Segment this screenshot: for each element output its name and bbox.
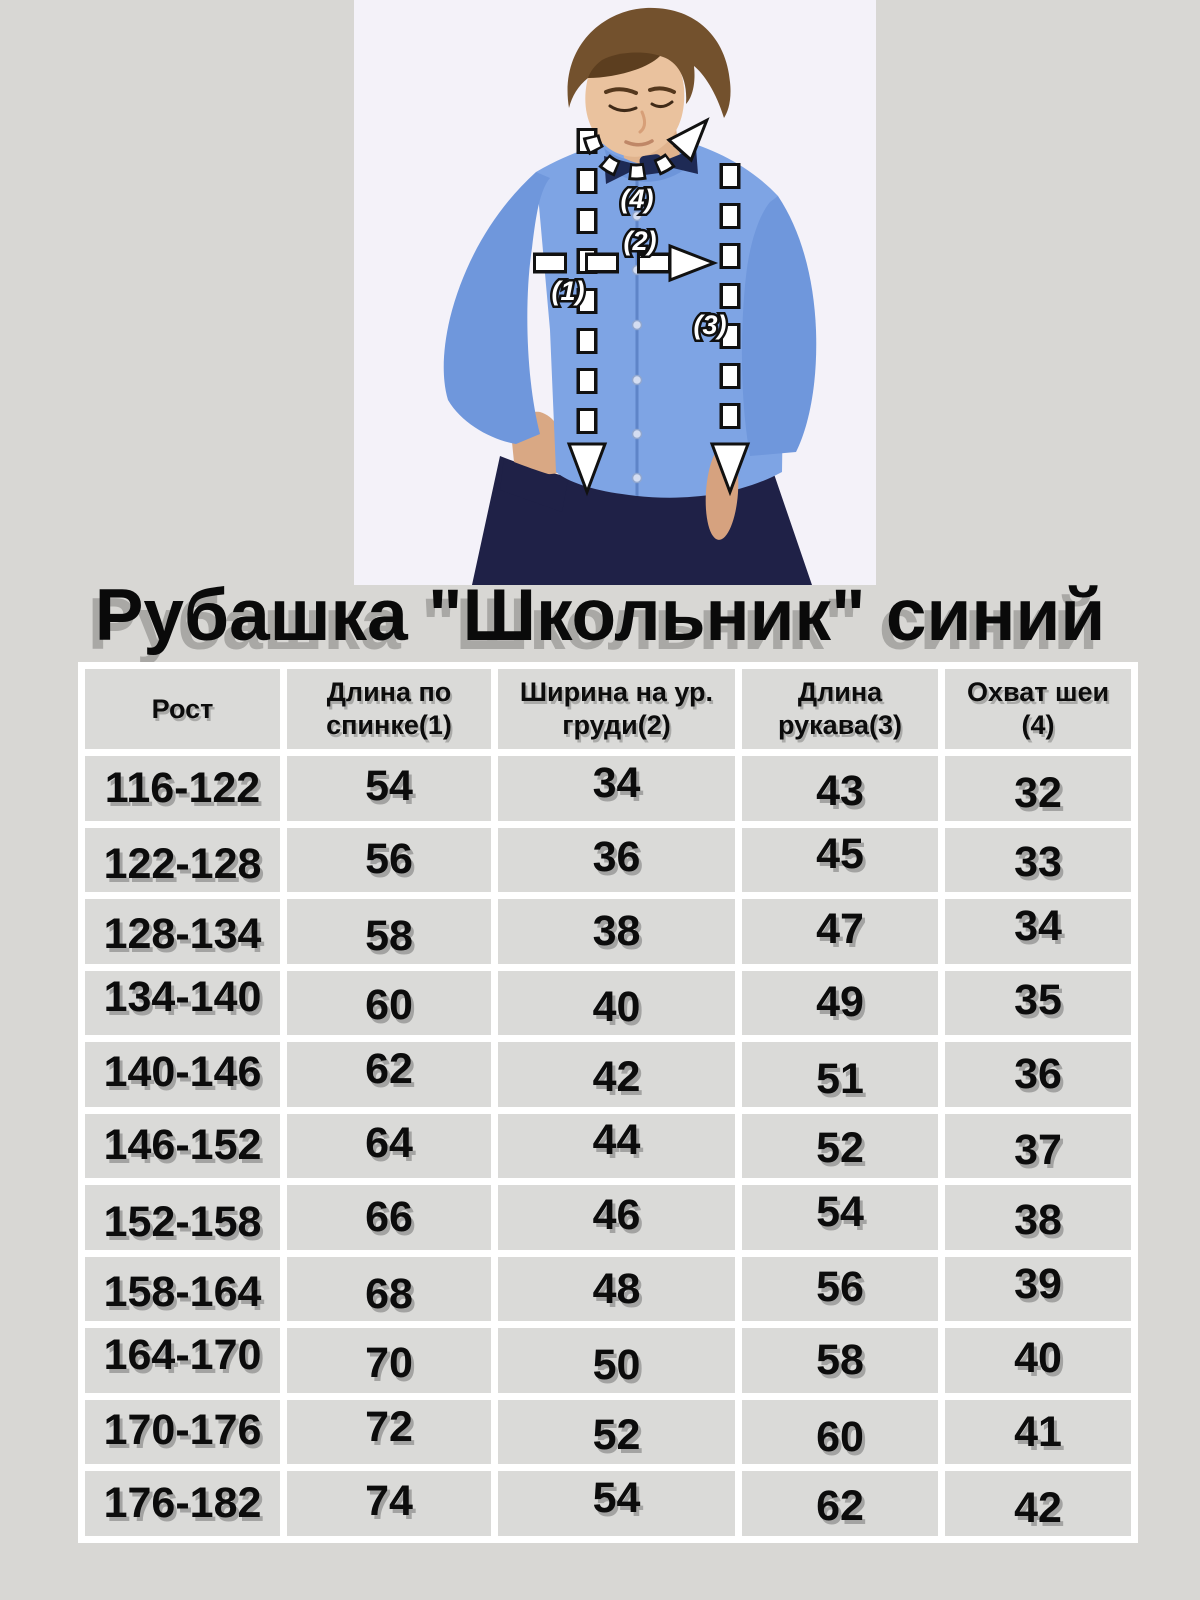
size-value-cell: 42 (498, 1042, 735, 1107)
boy-in-blue-shirt-illustration (354, 0, 876, 585)
size-value-cell: 45 (742, 828, 938, 893)
size-value-cell: 58 (742, 1328, 938, 1393)
size-value-cell: 34 (945, 899, 1131, 964)
row-height-cell: 140-146 (85, 1042, 280, 1107)
size-value-cell: 68 (287, 1257, 491, 1322)
measure-label-4: (4) (620, 184, 654, 214)
product-title: Рубашка "Школьник" синий (94, 575, 1106, 656)
column-header-back-length: Длина по спинке(1) (287, 669, 491, 749)
measure-label-2: (2) (623, 226, 657, 256)
product-photo (354, 0, 876, 585)
column-header-neck-girth: Охват шеи (4) (945, 669, 1131, 749)
measure-label-1: (1) (551, 276, 585, 306)
row-height-cell: 164-170 (85, 1328, 280, 1393)
size-value-cell: 54 (498, 1471, 735, 1536)
row-height-cell: 176-182 (85, 1471, 280, 1536)
size-value-cell: 72 (287, 1400, 491, 1465)
size-value-cell: 70 (287, 1328, 491, 1393)
size-value-cell: 38 (498, 899, 735, 964)
size-value-cell: 56 (287, 828, 491, 893)
size-value-cell: 60 (742, 1400, 938, 1465)
row-height-cell: 158-164 (85, 1257, 280, 1322)
column-header-sleeve-length: Длина рукава(3) (742, 669, 938, 749)
size-value-cell: 64 (287, 1114, 491, 1179)
size-value-cell: 36 (498, 828, 735, 893)
size-value-cell: 42 (945, 1471, 1131, 1536)
row-height-cell: 128-134 (85, 899, 280, 964)
size-value-cell: 60 (287, 971, 491, 1036)
size-value-cell: 74 (287, 1471, 491, 1536)
size-table (78, 662, 1138, 1543)
row-height-cell: 134-140 (85, 971, 280, 1036)
size-value-cell: 62 (742, 1471, 938, 1536)
size-value-cell: 43 (742, 756, 938, 821)
size-value-cell: 49 (742, 971, 938, 1036)
size-value-cell: 46 (498, 1185, 735, 1250)
size-value-cell: 56 (742, 1257, 938, 1322)
size-value-cell: 62 (287, 1042, 491, 1107)
size-value-cell: 52 (742, 1114, 938, 1179)
size-value-cell: 51 (742, 1042, 938, 1107)
size-value-cell: 54 (287, 756, 491, 821)
size-value-cell: 44 (498, 1114, 735, 1179)
size-value-cell: 40 (498, 971, 735, 1036)
size-value-cell: 52 (498, 1400, 735, 1465)
size-value-cell: 40 (945, 1328, 1131, 1393)
size-value-cell: 48 (498, 1257, 735, 1322)
row-height-cell: 170-176 (85, 1400, 280, 1465)
row-height-cell: 146-152 (85, 1114, 280, 1179)
size-value-cell: 36 (945, 1042, 1131, 1107)
size-value-cell: 33 (945, 828, 1131, 893)
size-value-cell: 39 (945, 1257, 1131, 1322)
size-value-cell: 37 (945, 1114, 1131, 1179)
column-header-chest-width: Ширина на ур. груди(2) (498, 669, 735, 749)
size-value-cell: 38 (945, 1185, 1131, 1250)
size-value-cell: 50 (498, 1328, 735, 1393)
size-value-cell: 66 (287, 1185, 491, 1250)
row-height-cell: 122-128 (85, 828, 280, 893)
size-value-cell: 54 (742, 1185, 938, 1250)
measure-label-3: (3) (693, 310, 727, 340)
size-value-cell: 32 (945, 756, 1131, 821)
size-value-cell: 35 (945, 971, 1131, 1036)
column-header-height: Рост (85, 669, 280, 749)
row-height-cell: 116-122 (85, 756, 280, 821)
size-value-cell: 58 (287, 899, 491, 964)
size-value-cell: 41 (945, 1400, 1131, 1465)
row-height-cell: 152-158 (85, 1185, 280, 1250)
size-value-cell: 34 (498, 756, 735, 821)
size-value-cell: 47 (742, 899, 938, 964)
